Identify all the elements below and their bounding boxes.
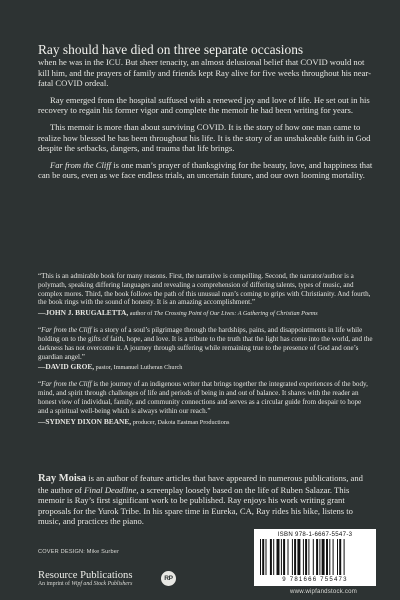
blurb-paragraph-4 — [38, 160, 373, 181]
screenplay-title: Final Deadline — [84, 484, 137, 495]
isbn-barcode — [254, 529, 376, 586]
barcode-digits: 9 781666 755473 — [282, 576, 348, 583]
endorser-book-title: The Crossing Point of Our Lives: A Gathering of Christian Poems — [153, 310, 318, 318]
blurb-paragraph-2: Ray emerged from the hospital suffused with a renewed joy and love of life. He set out in his recovery to regain his former vigor and complete the memoir he had been writing for years. — [38, 94, 370, 116]
quote-mark: “ — [38, 326, 42, 335]
endorser-desc: producer, Dakota Eastman Productions — [131, 418, 230, 426]
endorser-name: —DAVID GROE, — [38, 362, 95, 372]
endorsement-quote: “This is an admirable book for many reasons. First, the narrative is compelling. Second, the narrator/author is a polymath, speaking differing languages and revealing a comprehension of differing talents, types of music, and complex mores. Third, the book follows the path of this unusual man’s coming to grips with Christianity. And fourth, the book rings with the sound of honesty. It is an amazing accomplishment.” — [38, 272, 371, 307]
publisher-subline-text: An imprint of — [38, 581, 72, 587]
endorsement-attribution — [38, 362, 373, 372]
endorsement-quote — [38, 326, 373, 361]
book-title: Far from the Cliff — [41, 326, 92, 335]
blurb — [38, 42, 373, 181]
quote-mark: “ — [38, 380, 42, 389]
publisher-name: Resource Publications — [38, 570, 133, 581]
blurb-headline: Ray should have died on three separate occasions — [38, 42, 304, 57]
endorser-name: —SYDNEY DIXON BEANE, — [38, 416, 132, 426]
endorsement-quote-text: is a story of a soul’s pilgrimage through the hardships, pains, and disappointments in life while holding on to the gifts of faith, hope, and love. It is a tribute to the truth that the light has come into the world, and the darkness has not overcome it. A journey through suffering while remaining true to the presence of God and one’s guardian angel.” — [38, 326, 373, 361]
author-bio-text: is an author of feature articles that have appeared in numerous publications, and the author of — [38, 473, 363, 495]
barcode-icon — [260, 539, 370, 575]
book-title: Far from the Cliff — [41, 380, 92, 389]
endorser-desc: author of — [128, 310, 154, 318]
cover-design-credit: COVER DESIGN: Mike Surber — [38, 549, 120, 555]
endorser-name: —JOHN J. BRUGALETTA, — [38, 308, 129, 318]
endorsement — [38, 272, 373, 318]
publisher-website: www.wipfandstock.com — [290, 588, 357, 595]
endorsement — [38, 380, 373, 426]
book-title: Far from the Cliff — [50, 159, 112, 170]
publisher-parent: Wipf and Stock Publishers — [71, 581, 133, 587]
blurb-paragraph-3: This memoir is more than about surviving COVID. It is the story of how one man came to realize how blessed he has been throughout his life. It is the story of an unshakeable faith in God despite the setbacks, dangers, and trauma that life brings. — [38, 121, 371, 154]
endorser-desc: pastor, Immanuel Lutheran Church — [94, 364, 183, 372]
endorsement-attribution — [38, 417, 373, 427]
blurb-paragraph-4-text: is one man’s prayer of thanksgiving for the beauty, love, and happiness that can be ours, even as we face endless trials, an uncertain future, and our own looming mortality. — [38, 159, 373, 181]
endorsements — [38, 272, 373, 435]
author-bio — [38, 473, 373, 527]
endorsement-quote-text: is the journey of an indigenous writer that brings together the integrated experiences of the body, mind, and spirit through challenges of life and periods of being in and out of balance. It shares with the reader an honest view of individual, family, and community connections and serves as a circular guide from despair to hope and a spiritual well-being which is always within our reach.” — [38, 380, 368, 415]
endorsement-quote — [38, 380, 373, 415]
publisher-logo-icon: RP — [161, 571, 176, 586]
author-bio-text-2: , a screenplay loosely based on the life of Ruben Salazar. This memoir is Ray’s first significant work to be published. Ray enjoys his work writing grant proposals for the Yurok Tribe. In his spare time in Eureka, CA, Ray rides his bike, listens to music, and practices the piano. — [38, 484, 353, 527]
isbn-number: ISBN 978-1-6667-5547-3 — [277, 531, 353, 538]
blurb-continuation: when he was in the ICU. But sheer tenacity, an almost delusional belief that COVID would not kill him, and the prayers of family and friends kept Ray alive for five weeks throughout his near-fatal COVID ordeal. — [38, 57, 371, 89]
endorsement — [38, 326, 373, 372]
author-name: Ray Moisa — [38, 473, 87, 484]
endorsement-attribution — [38, 308, 373, 318]
